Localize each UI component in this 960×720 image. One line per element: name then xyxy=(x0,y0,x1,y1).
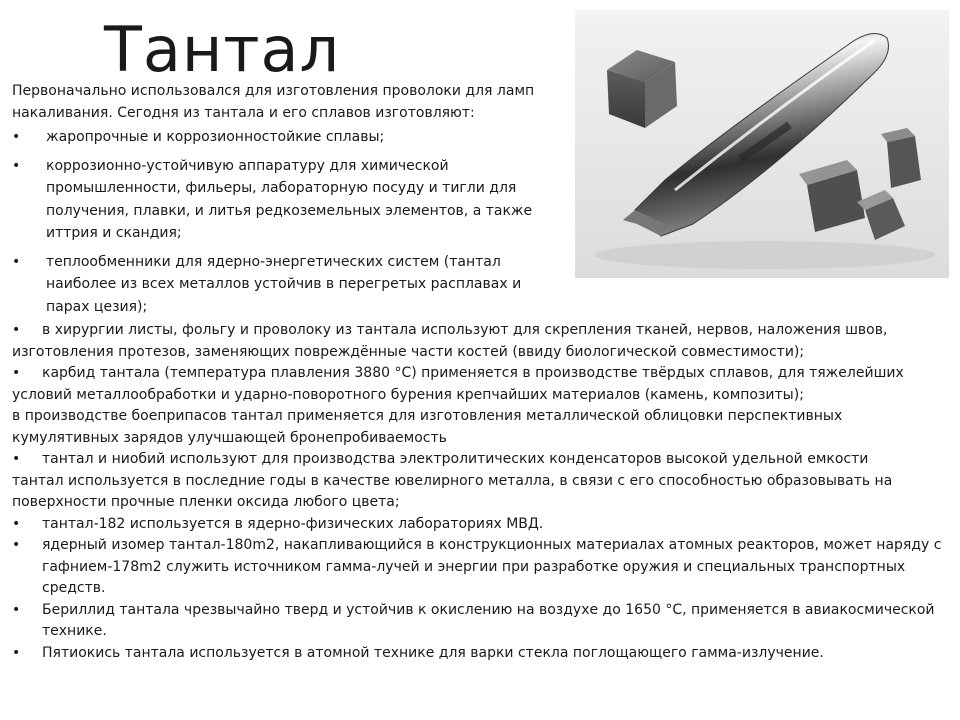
top-bullet-list xyxy=(12,126,557,324)
slide-title: Тантал xyxy=(104,13,341,86)
list-item-text: в хирургии листы, фольгу и проволоку из тантала используют для скрепления тканей, нервов, наложения швов, изготовления протезов, заменяющих повреждённые части костей (ввиду биологической совместимости); xyxy=(12,322,888,360)
list-item xyxy=(12,600,952,643)
list-item xyxy=(12,449,952,471)
list-item-text: в производстве боеприпасов тантал применяется для изготовления металлической облицовки перспективных кумулятивных зарядов улучшающей бронепробиваемость xyxy=(12,408,843,446)
list-item xyxy=(12,406,952,449)
list-item xyxy=(12,643,952,665)
list-item xyxy=(12,535,952,600)
bullet: • xyxy=(12,365,21,381)
list-item xyxy=(12,471,952,514)
intro-text: Первоначально использовался для изготовления проволоки для ламп накаливания. Сегодня из тантала и его сплавов изготовляют: xyxy=(12,83,535,121)
list-item-text: карбид тантала (температура плавления 3880 °C) применяется в производстве твёрдых сплавов, для тяжелейших условий металлообработки и ударно-поворотного бурения крепчайших материалов (камень, композиты); xyxy=(12,365,904,403)
bullet: • xyxy=(12,644,21,661)
bottom-list xyxy=(12,320,952,664)
list-item xyxy=(12,320,952,363)
list-item xyxy=(12,363,952,406)
list-item: • коррозионно-устойчивую аппаратуру для химической промышленности, фильеры, лабораторную посуду и тигли для получения, плавки, и литья редкоземельных элементов, а также иттрия и скандия; xyxy=(12,155,557,245)
list-item: • жаропрочные и коррозионностойкие сплавы; xyxy=(12,126,557,149)
list-item-text: ядерный изомер тантал-180m2, накапливающийся в конструкционных материалах атомных реакторов, может наряду с гафнием-178m2 служить источником гамма-лучей и энергии при разработке оружия и специальных транспортных средств. xyxy=(42,537,942,596)
list-item-text: тантал используется в последние годы в качестве ювелирного металла, в связи с его способностью образовывать на поверхности прочные пленки оксида любого цвета; xyxy=(12,472,893,510)
list-item-text: тантал-182 используется в ядерно-физических лабораториях МВД. xyxy=(42,515,544,532)
bullet: • xyxy=(12,515,21,532)
bullet: • xyxy=(12,451,21,467)
list-item-text: тантал и ниобий используют для производства электролитических конденсаторов высокой удельной емкости xyxy=(42,451,869,467)
list-item-text: Бериллид тантала чрезвычайно тверд и устойчив к окислению на воздухе до 1650 °C, применяется в авиакосмической технике. xyxy=(42,601,935,639)
list-item-text: Пятиокись тантала используется в атомной технике для варки стекла поглощающего гамма-излучение. xyxy=(42,644,824,661)
list-item xyxy=(12,514,952,536)
bullet: • xyxy=(12,601,21,618)
list-item: • теплообменники для ядерно-энергетических систем (тантал наиболее из всех металлов устойчив в перегретых расплавах и парах цезия); xyxy=(12,251,557,319)
bullet: • xyxy=(12,537,21,553)
bullet: • xyxy=(12,322,21,338)
tantalum-photo xyxy=(575,10,949,278)
